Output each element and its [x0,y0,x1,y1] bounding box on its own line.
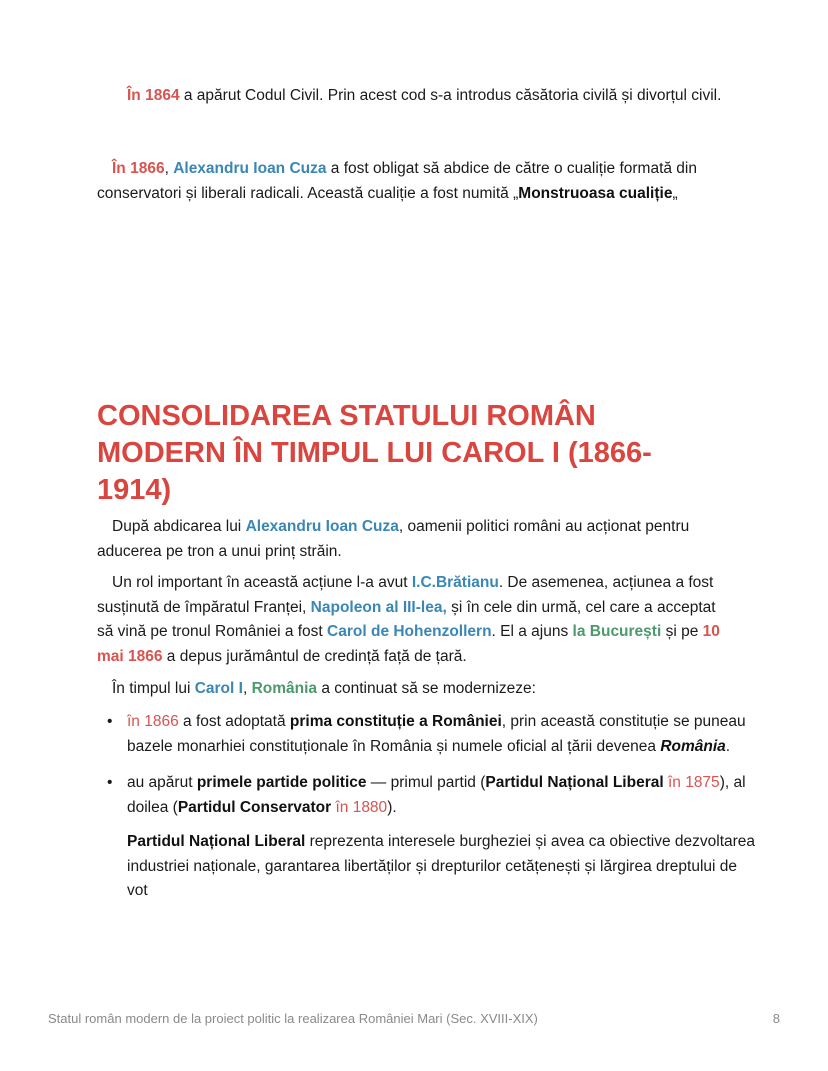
paragraph-pnl [127,830,759,904]
date-highlight: în 1866 [127,713,179,730]
text: au apărut [127,774,197,791]
paragraph-abdicare [97,157,729,206]
text: și pe [661,623,703,640]
bold-term: prima constituție a României [289,713,502,730]
page-number: 8 [772,1011,780,1026]
bold-term: primele partide politice [196,774,367,791]
text: . [725,737,731,755]
text: a apărut Codul Civil. Prin acest cod s-a introdus căsătoria civilă și divorțul civil. [179,87,722,104]
text: și în cele din urmă, cel care a acceptat să vină pe tronul României a fost [97,598,716,640]
place-highlight: la București [572,623,662,640]
text: , [242,680,252,697]
text: . El a ajuns [491,623,573,640]
text: ), al doilea ( [127,774,746,816]
list-item [127,771,759,904]
text: , oamenii politici români au acționat pentru aducerea pe tron a unui prinț străin. [97,518,690,560]
person-highlight: I.C.Brătianu [411,574,499,591]
text: După abdicarea lui [112,518,246,535]
text: a fost adoptată [178,713,290,730]
bold-term: Partidul Național Liberal [485,774,664,791]
date-highlight: în 1875 [663,774,720,791]
text: „ [672,184,678,202]
date-highlight: în 1880 [331,798,388,816]
footer-title: Statul român modern de la proiect politic la realizarea României Mari (Sec. XVIII-XIX) [48,1011,538,1026]
bold-term: Partidul Național Liberal [127,833,306,850]
bold-italic-term: România [660,737,726,755]
bold-term: Monstruoasa cualiție [518,184,673,202]
person-highlight: Alexandru Ioan Cuza [245,518,399,535]
person-highlight: Carol de Hohenzollern [327,623,492,640]
text: a depus jurământul de credință față de țară. [162,647,467,665]
text: — primul partid ( [366,774,486,791]
date-highlight: În 1864 [127,87,180,104]
text: reprezenta interesele burgheziei și avea ca obiective dezvoltarea industriei naționale, garantarea libertăților și drepturilor cetățenești și lărgirea dreptului de vot [127,833,756,899]
bold-term: Partidul Conservator [177,798,332,816]
list-item [127,710,759,759]
section-heading: CONSOLIDAREA STATULUI ROMÂN MODERN ÎN TIMPUL LUI CAROL I (1866-1914) [97,400,652,506]
text: a fost obligat să abdice de către o cualiție formată din conservatori și liberali radicali. Această cualiție a fost numită „ [97,160,697,202]
text: a continuat să se modernizeze: [317,680,536,697]
page-footer [48,1011,780,1026]
text: , [164,160,174,177]
text: , prin această constituție se puneau bazele monarhiei constituționale în România și numele oficial al țării devenea [127,713,746,755]
paragraph-dupa-abdicare [97,515,729,564]
date-highlight: În 1866 [112,160,165,177]
paragraph-codul-civil [127,84,729,109]
paragraph-rol-important [97,571,729,669]
text: ). [387,798,397,816]
text: În timpul lui [112,680,195,697]
person-highlight: Napoleon al III-lea, [310,598,447,616]
text: Un rol important în această acțiune l-a avut [112,574,412,591]
place-highlight: România [251,680,318,697]
date-highlight: 10 mai 1866 [97,623,720,665]
text: . De asemenea, acțiunea a fost susținută de împăratul Franței, [97,574,714,616]
paragraph-carol-i [97,677,729,702]
modernization-list [97,710,759,916]
person-highlight: Alexandru Ioan Cuza [173,160,327,177]
person-highlight: Carol I [194,680,243,697]
